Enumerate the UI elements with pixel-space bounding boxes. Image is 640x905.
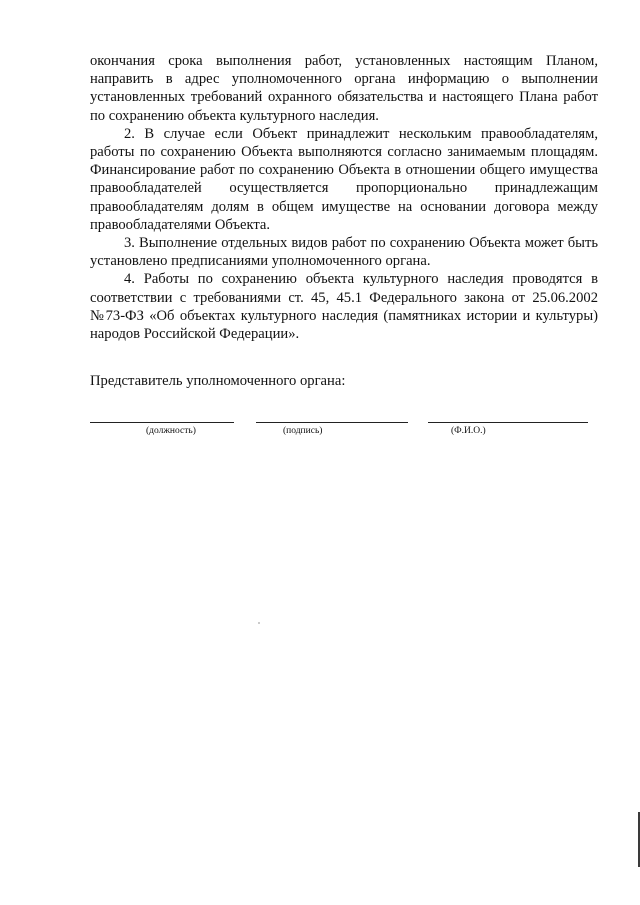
- paragraph-3: 3. Выполнение отдельных видов работ по сохранению Объекта может быть установлено предписаниями уполномоченного органа.: [90, 235, 598, 270]
- paragraph-4: 4. Работы по сохранению объекта культурного наследия проводятся в соответствии с требованиями ст. 45, 45.1 Федерального закона от 25.06.2002 №73-ФЗ «Об объектах культурного наследия (памятниках истории и культуры) народов Российской Федерации».: [90, 271, 598, 343]
- signature-caption: (подпись): [283, 426, 323, 436]
- name-caption: (Ф.И.О.): [451, 426, 486, 436]
- scan-speck: [258, 622, 260, 624]
- representative-label: Представитель уполномоченного органа:: [90, 373, 346, 389]
- position-caption: (должность): [146, 426, 196, 436]
- position-signature-line: [90, 422, 234, 423]
- paragraph-continuation: окончания срока выполнения работ, установленных настоящим Планом, направить в адрес уполномоченного органа информацию о выполнении установленных требований охранного обязательства и настоящего Плана работ по сохранению объекта культурного наследия.: [90, 53, 598, 124]
- document-body: [90, 52, 598, 343]
- name-signature-line: [428, 422, 588, 423]
- paragraph-2: 2. В случае если Объект принадлежит нескольким правообладателям, работы по сохранению Объекта выполняются согласно занимаемым площадям. Финансирование работ по сохранению Объекта в отношении общего имущества правообладателей осуществляется пропорционально принадлежащим правообладателям долям в общем имуществе на основании договора между правообладателями Объекта.: [90, 125, 598, 233]
- signature-line: [256, 422, 408, 423]
